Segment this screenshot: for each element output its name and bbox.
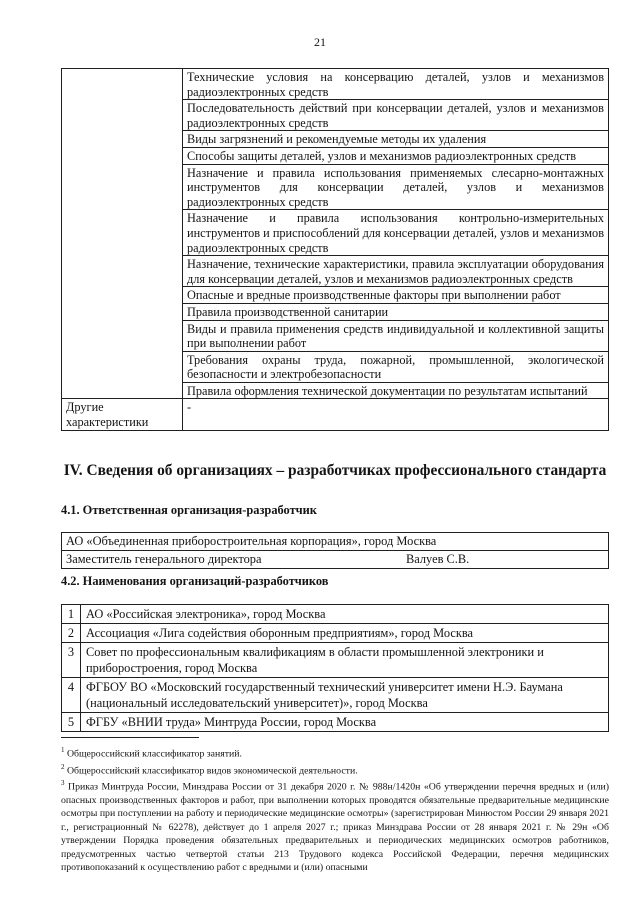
developer-org-name: ФГБУ «ВНИИ труда» Минтруда России, город Москва xyxy=(81,713,609,732)
knowledge-item: Виды и правила применения средств индивидуальной и коллективной защиты при выполнении работ xyxy=(183,320,609,351)
row-number: 1 xyxy=(62,605,81,624)
knowledge-item: Правила производственной санитарии xyxy=(183,303,609,320)
row-number: 2 xyxy=(62,624,81,643)
knowledge-item: Способы защиты деталей, узлов и механизмов радиоэлектронных средств xyxy=(183,147,609,164)
left-cell-empty xyxy=(62,69,183,399)
developers-title: 4.2. Наименования организаций-разработчиков xyxy=(61,574,329,588)
signatory-role: Заместитель генерального директора xyxy=(66,552,262,566)
knowledge-item: Требования охраны труда, пожарной, промышленной, экологической безопасности и электробезопасности xyxy=(183,351,609,382)
table-row xyxy=(62,533,609,551)
knowledge-item: Правила оформления технической документации по результатам испытаний xyxy=(183,382,609,399)
knowledge-item: Технические условия на консервацию деталей, узлов и механизмов радиоэлектронных средств xyxy=(183,69,609,100)
knowledge-item: Опасные и вредные производственные факторы при выполнении работ xyxy=(183,287,609,304)
table-row xyxy=(62,624,609,643)
table-row xyxy=(62,399,609,430)
knowledge-item: Назначение, технические характеристики, правила эксплуатации оборудования для консервации деталей, узлов и механизмов радиоэлектронных средств xyxy=(183,256,609,287)
knowledge-item: Назначение и правила использования применяемых слесарно-монтажных инструментов для консервации деталей, узлов и механизмов радиоэлектронных средств xyxy=(183,164,609,210)
footnote xyxy=(61,744,609,761)
footnote-mark: 1 xyxy=(61,746,65,754)
signatory-name: Валуев С.В. xyxy=(406,552,470,566)
knowledge-item: Назначение и правила использования контрольно-измерительных инструментов и приспособлений для консервации деталей, узлов и механизмов радиоэлектронных средств xyxy=(183,210,609,256)
footnote-text: Общероссийский классификатор занятий. xyxy=(64,748,242,760)
page-number: 21 xyxy=(314,35,326,49)
section-title: IV. Сведения об организациях – разработчиках профессионального стандарта xyxy=(63,462,607,479)
table-row xyxy=(62,643,609,678)
signatory xyxy=(66,552,604,567)
footnote-divider xyxy=(61,737,199,738)
footnote xyxy=(61,761,609,778)
responsible-org-title: 4.1. Ответственная организация-разработчик xyxy=(61,503,317,517)
table-row xyxy=(62,678,609,713)
other-characteristics-label: Другие характеристики xyxy=(62,399,183,430)
org-name: АО «Объединенная приборостроительная корпорация», город Москва xyxy=(62,533,609,551)
row-number: 4 xyxy=(62,678,81,713)
required-knowledge-table xyxy=(61,68,609,431)
responsible-org-table xyxy=(61,532,609,569)
row-number: 3 xyxy=(62,643,81,678)
table-row xyxy=(62,605,609,624)
developers-table xyxy=(61,604,609,732)
footnote-text: Приказ Минтруда России, Минздрава России от 31 декабря 2020 г. № 988н/1420н «Об утверждении перечня вредных и (или) опасных производственных факторов и работ, при выполнении которых проводятся обязательные предварительные медицинские осмотры при поступлении на работу и периодические медицинские осмотры» (зарегистрирован Минюстом России 29 января 2021 г., регистрационный № 62278), действует до 1 апреля 2027 г.; приказ Минздрава России от 28 января 2021 г. № 29н «Об утверждении Порядка проведения обязательных предварительных и периодических медицинских осмотров работников, предусмотренных частью четвертой статьи 213 Трудового кодекса Российской Федерации, перечня медицинских противопоказаний к осуществлению работ с вредными и (или) опасными xyxy=(61,781,609,874)
footnote-text: Общероссийский классификатор видов экономической деятельности. xyxy=(64,764,358,776)
developer-org-name: АО «Российская электроника», город Москва xyxy=(81,605,609,624)
footnote xyxy=(61,777,609,874)
developer-org-name: Ассоциация «Лига содействия оборонным предприятиям», город Москва xyxy=(81,624,609,643)
footnotes xyxy=(61,744,609,874)
developer-org-name: ФГБОУ ВО «Московский государственный технический университет имени Н.Э. Баумана (национальный исследовательский университет)», город Москва xyxy=(81,678,609,713)
footnote-mark: 2 xyxy=(61,762,65,771)
row-number: 5 xyxy=(62,713,81,732)
knowledge-item: Последовательность действий при консервации деталей, узлов и механизмов радиоэлектронных средств xyxy=(183,100,609,131)
table-row xyxy=(62,713,609,732)
table-row xyxy=(62,69,609,100)
knowledge-item: Виды загрязнений и рекомендуемые методы их удаления xyxy=(183,131,609,148)
developer-org-name: Совет по профессиональным квалификациям в области промышленной электроники и приборостроения, город Москва xyxy=(81,643,609,678)
footnote-mark: 3 xyxy=(61,779,65,788)
other-characteristics-value: - xyxy=(183,399,609,430)
table-row xyxy=(62,551,609,569)
